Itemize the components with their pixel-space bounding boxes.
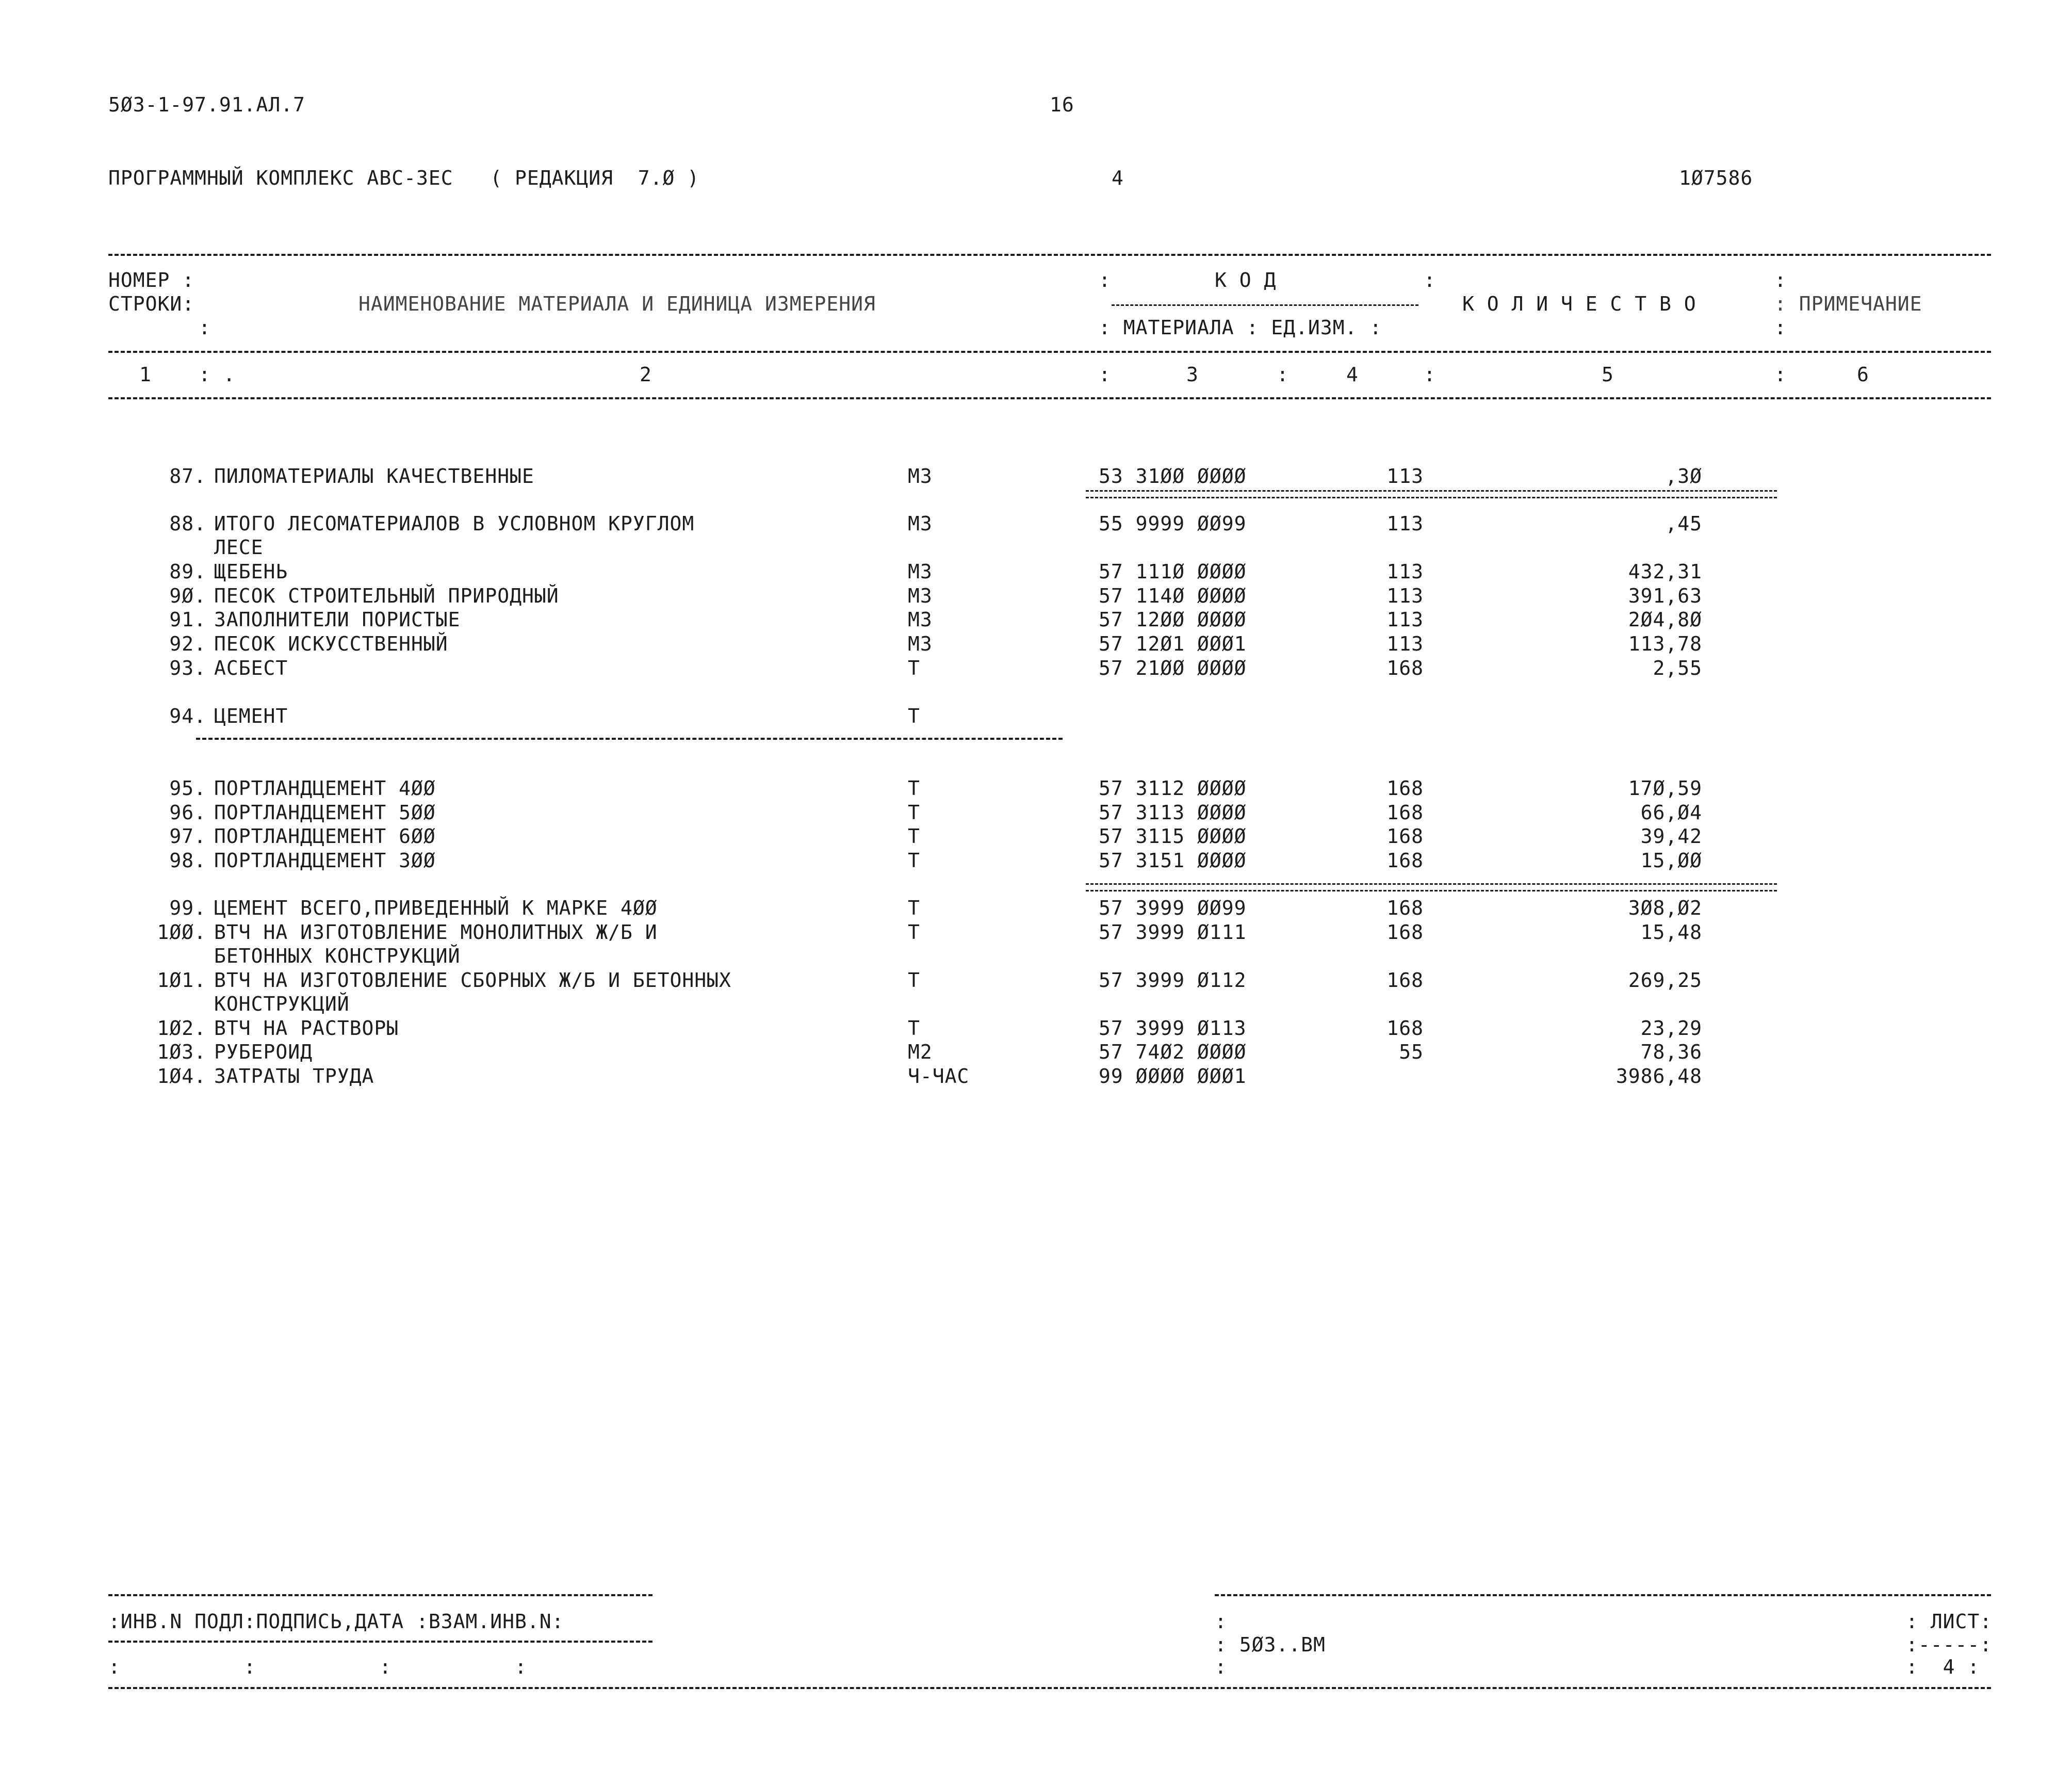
unit-code: 113 (1386, 512, 1424, 535)
material-name: ПОРТЛАНДЦЕМЕНТ 6ØØ (214, 825, 436, 848)
sheet-label: : ЛИСТ: (1906, 1610, 1993, 1633)
material-code: 55 9999 ØØ99 (1099, 512, 1247, 535)
col-sep: : (1424, 363, 1436, 386)
unit-code: 168 (1386, 657, 1424, 679)
unit-of-measure: М2 (908, 1041, 933, 1063)
material-name: ПОРТЛАНДЦЕМЕНТ 4ØØ (214, 777, 436, 800)
note-colon-top: : (1774, 269, 1787, 291)
row-number: 1Ø4. (157, 1065, 206, 1088)
col2-header: НАИМЕНОВАНИЕ МАТЕРИАЛА И ЕДИНИЦА ИЗМЕРЕНИЯ (358, 293, 876, 315)
row-number: 99. (169, 897, 206, 919)
material-name-continued: ЛЕСЕ (214, 536, 264, 559)
stamp-fields: :ИНВ.N ПОДЛ:ПОДПИСЬ,ДАТА :ВЗАМ.ИНВ.N: (108, 1610, 564, 1633)
unit-of-measure: М3 (908, 560, 933, 583)
col-sep: : (1774, 363, 1787, 386)
unit-code: 168 (1386, 969, 1424, 992)
row-number: 1Ø1. (157, 969, 206, 992)
double-rule-total-1 (1086, 490, 1777, 498)
table-top-rule (108, 254, 1991, 256)
code-subheader: : МАТЕРИАЛА : ЕД.ИЗМ. : (1099, 316, 1382, 339)
title-block-top-rule (1215, 1594, 1991, 1596)
stamp-top-rule (108, 1594, 652, 1596)
code-colon-left: : (1099, 269, 1111, 291)
row-number: 89. (169, 560, 206, 583)
sheet-mark: 4 (1112, 167, 1124, 189)
material-name: ПЕСОК СТРОИТЕЛЬНЫЙ ПРИРОДНЫЙ (214, 585, 559, 607)
unit-code: 113 (1386, 608, 1424, 631)
material-code: 57 12Ø1 ØØØ1 (1099, 632, 1247, 655)
material-name: ЩЕБЕНЬ (214, 560, 288, 583)
document-reference: 5Ø3..ВМ (1239, 1633, 1326, 1656)
quantity: 15,ØØ (1640, 849, 1702, 872)
material-code: 57 114Ø ØØØØ (1099, 585, 1247, 607)
col1-header-line3: : (199, 316, 211, 339)
row-number: 97. (169, 825, 206, 848)
unit-of-measure: Т (908, 825, 920, 848)
unit-of-measure: М3 (908, 585, 933, 607)
quantity: 15,48 (1640, 921, 1702, 944)
row-number: 1Ø3. (157, 1041, 206, 1063)
unit-of-measure: М3 (908, 465, 933, 488)
material-name: ЗАПОЛНИТЕЛИ ПОРИСТЫЕ (214, 608, 461, 631)
quantity: 78,36 (1640, 1041, 1702, 1063)
col-num-5: 5 (1602, 363, 1614, 386)
code-header: К О Д (1215, 269, 1277, 291)
stamp-mid-rule (108, 1641, 652, 1643)
document-id: 1Ø7586 (1679, 167, 1753, 189)
quantity: 2,55 (1653, 657, 1702, 679)
material-code: 57 74Ø2 ØØØØ (1099, 1041, 1247, 1063)
unit-code: 113 (1386, 632, 1424, 655)
row-number: 9Ø. (169, 585, 206, 607)
material-name: ПОРТЛАНДЦЕМЕНТ 3ØØ (214, 849, 436, 872)
col-sep: : (1277, 363, 1289, 386)
col-num-4: 4 (1346, 363, 1359, 386)
note-header: : ПРИМЕЧАНИЕ (1774, 293, 1922, 315)
unit-code: 168 (1386, 825, 1424, 848)
unit-code: 113 (1386, 560, 1424, 583)
col-sep: : (1099, 363, 1111, 386)
program-title: ПРОГРАММНЫЙ КОМПЛЕКС АВС-3ЕС ( РЕДАКЦИЯ 7.Ø ) (108, 167, 700, 189)
document-code: 5Ø3-1-97.91.АЛ.7 (108, 93, 306, 116)
unit-of-measure: Т (908, 921, 920, 944)
quantity: 39,42 (1640, 825, 1702, 848)
row-number: 1Ø2. (157, 1017, 206, 1040)
unit-of-measure: М3 (908, 632, 933, 655)
material-name: АСБЕСТ (214, 657, 288, 679)
material-name: ПЕСОК ИСКУССТВЕННЫЙ (214, 632, 448, 655)
unit-of-measure: Т (908, 849, 920, 872)
material-name: ВТЧ НА ИЗГОТОВЛЕНИЕ СБОРНЫХ Ж/Б И БЕТОННЫХ (214, 969, 731, 992)
unit-of-measure: Т (908, 705, 920, 727)
material-name: ПОРТЛАНДЦЕМЕНТ 5ØØ (214, 801, 436, 824)
unit-of-measure: Т (908, 801, 920, 824)
col-sep: : . (199, 363, 236, 386)
double-rule-total-2 (1086, 883, 1777, 891)
unit-code: 168 (1386, 921, 1424, 944)
material-code: 57 3113 ØØØØ (1099, 801, 1247, 824)
material-name: РУБЕРОИД (214, 1041, 313, 1063)
stamp-empty-cells: : : : : (108, 1656, 527, 1678)
page-bottom-rule (108, 1687, 1991, 1689)
material-code: 57 3115 ØØØØ (1099, 825, 1247, 848)
page-number: 16 (1050, 93, 1074, 116)
title-block-colon: : (1215, 1610, 1227, 1633)
quantity: 17Ø,59 (1628, 777, 1702, 800)
row-number: 93. (169, 657, 206, 679)
col1-header-line2: СТРОКИ: (108, 293, 195, 315)
material-name-continued: БЕТОННЫХ КОНСТРУКЦИЙ (214, 945, 461, 967)
sheet-number: 4 (1943, 1656, 1955, 1678)
material-name: ЦЕМЕНТ (214, 705, 288, 727)
material-code: 57 12ØØ ØØØØ (1099, 608, 1247, 631)
material-code: 57 3112 ØØØØ (1099, 777, 1247, 800)
row-number: 94. (169, 705, 206, 727)
material-code: 57 3999 Ø112 (1099, 969, 1247, 992)
unit-code: 168 (1386, 849, 1424, 872)
cement-group-rule (196, 738, 1063, 740)
material-name: ВТЧ НА РАСТВОРЫ (214, 1017, 399, 1040)
material-name-continued: КОНСТРУКЦИЙ (214, 993, 350, 1015)
material-name: ПИЛОМАТЕРИАЛЫ КАЧЕСТВЕННЫЕ (214, 465, 534, 488)
material-code: 57 3999 Ø113 (1099, 1017, 1247, 1040)
code-colon-right: : (1424, 269, 1436, 291)
unit-code: 55 (1399, 1041, 1424, 1063)
material-code: 57 111Ø ØØØØ (1099, 560, 1247, 583)
row-number: 88. (169, 512, 206, 535)
material-code: 57 3151 ØØØØ (1099, 849, 1247, 872)
quantity: 432,31 (1628, 560, 1702, 583)
sheet-number-cell: : 4 : (1906, 1656, 1980, 1678)
note-colon-bottom: : (1774, 316, 1787, 339)
row-number: 91. (169, 608, 206, 631)
unit-of-measure: Т (908, 777, 920, 800)
row-number: 1ØØ. (157, 921, 206, 944)
quantity: 391,63 (1628, 585, 1702, 607)
header-rule (108, 351, 1991, 353)
material-code: 57 21ØØ ØØØØ (1099, 657, 1247, 679)
row-number: 92. (169, 632, 206, 655)
unit-code: 113 (1386, 585, 1424, 607)
col-num-3: 3 (1186, 363, 1199, 386)
material-name: ИТОГО ЛЕСОМАТЕРИАЛОВ В УСЛОВНОМ КРУГЛОМ (214, 512, 695, 535)
column-numbers-rule (108, 397, 1991, 399)
row-number: 96. (169, 801, 206, 824)
material-code: 53 31ØØ ØØØØ (1099, 465, 1247, 488)
row-number: 95. (169, 777, 206, 800)
quantity: ,45 (1665, 512, 1702, 535)
quantity: 23,29 (1640, 1017, 1702, 1040)
quantity: 66,Ø4 (1640, 801, 1702, 824)
unit-of-measure: Т (908, 1017, 920, 1040)
quantity: 3986,48 (1616, 1065, 1702, 1088)
quantity: 3Ø8,Ø2 (1628, 897, 1702, 919)
col1-header-line1: НОМЕР : (108, 269, 195, 291)
col-num-2: 2 (640, 363, 652, 386)
unit-of-measure: М3 (908, 512, 933, 535)
quantity-header: К О Л И Ч Е С Т В О (1462, 293, 1696, 315)
code-sub-rule (1112, 304, 1418, 306)
row-number: 98. (169, 849, 206, 872)
unit-of-measure: Т (908, 969, 920, 992)
quantity: 113,78 (1628, 632, 1702, 655)
title-block-doc-ref: : 5Ø3..ВМ (1215, 1633, 1326, 1656)
unit-of-measure: Т (908, 897, 920, 919)
unit-of-measure: Т (908, 657, 920, 679)
quantity: 2Ø4,8Ø (1628, 608, 1702, 631)
material-code: 57 3999 Ø111 (1099, 921, 1247, 944)
material-code: 57 3999 ØØ99 (1099, 897, 1247, 919)
col-num-6: 6 (1857, 363, 1869, 386)
unit-code: 168 (1386, 897, 1424, 919)
material-name: ЦЕМЕНТ ВСЕГО,ПРИВЕДЕННЫЙ К МАРКЕ 4ØØ (214, 897, 658, 919)
quantity: ,3Ø (1665, 465, 1702, 488)
row-number: 87. (169, 465, 206, 488)
unit-of-measure: Ч-ЧАС (908, 1065, 970, 1088)
unit-code: 168 (1386, 777, 1424, 800)
material-code: 99 ØØØØ ØØØ1 (1099, 1065, 1247, 1088)
quantity: 269,25 (1628, 969, 1702, 992)
unit-of-measure: М3 (908, 608, 933, 631)
title-block-colon: : (1215, 1656, 1227, 1678)
col-num-1: 1 (139, 363, 152, 386)
sheet-separator: :-----: (1906, 1633, 1993, 1656)
material-name: ЗАТРАТЫ ТРУДА (214, 1065, 374, 1088)
unit-code: 113 (1386, 465, 1424, 488)
unit-code: 168 (1386, 801, 1424, 824)
unit-code: 168 (1386, 1017, 1424, 1040)
material-name: ВТЧ НА ИЗГОТОВЛЕНИЕ МОНОЛИТНЫХ Ж/Б И (214, 921, 658, 944)
